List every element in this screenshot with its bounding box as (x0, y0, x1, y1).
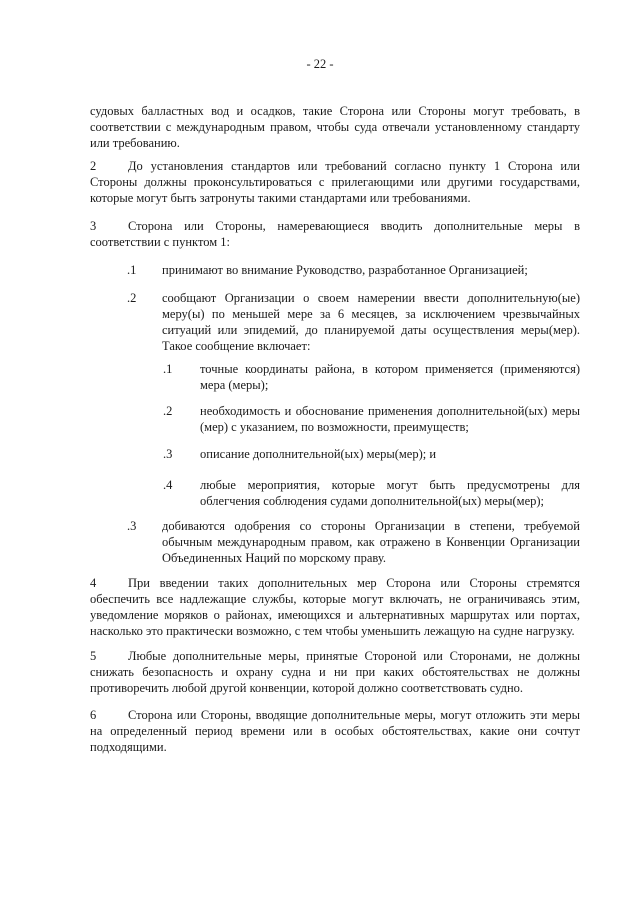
item-3-number: .3 (127, 519, 137, 533)
item-2-text: сообщают Организации о своем намерении ввести дополнительную(ые) меру(ы) по меньшей мере за 6 месяцев, за исключением чрезвычайных ситуаций или эпидемий, до планируемой даты осуществления меры(мер). Такое сообщение включает: (162, 291, 580, 353)
paragraph-6-text: Сторона или Стороны, вводящие дополнительные меры, могут отложить эти меры на определенный период времени или в особых обстоятельствах, какие они сочтут подходящими. (90, 708, 580, 754)
paragraph-6-number: 6 (90, 708, 97, 722)
subitem-3-text: описание дополнительной(ых) меры(мер); и (200, 447, 437, 461)
paragraph-4-number: 4 (90, 576, 97, 590)
item-1-text: принимают во внимание Руководство, разработанное Организацией; (162, 263, 528, 277)
subitem-2-number: .2 (163, 404, 173, 418)
paragraph-3-text: Сторона или Стороны, намеревающиеся вводить дополнительные меры в соответствии с пунктом 1: (90, 219, 580, 249)
paragraph-2-number: 2 (90, 159, 97, 173)
item-2-number: .2 (127, 291, 137, 305)
subitem-4-number: .4 (163, 478, 173, 492)
subitem-4-text: любые мероприятия, которые могут быть предусмотрены для облегчения соблюдения судами дополнительной(ых) меры(мер); (200, 478, 580, 508)
subitem-3-number: .3 (163, 447, 173, 461)
subitem-2-text: необходимость и обоснование применения дополнительной(ых) меры (мер) с указанием, по возможности, преимуществ; (200, 404, 580, 434)
intro-paragraph: судовых балластных вод и осадков, такие Сторона или Стороны могут требовать, в соответствии с международным правом, чтобы суда отвечали установленному стандарту или требованию. (90, 104, 580, 150)
paragraph-5-text: Любые дополнительные меры, принятые Стороной или Сторонами, не должны снижать безопасность и охрану судна и ни при каких обстоятельствах не должны противоречить любой другой конвенции, которой должно соответствовать судно. (90, 649, 580, 695)
paragraph-5-number: 5 (90, 649, 97, 663)
item-3-text: добиваются одобрения со стороны Организации в степени, требуемой обычным международным правом, как отражено в Конвенции Организации Объединенных Наций по морскому праву. (162, 519, 580, 565)
subitem-1-text: точные координаты района, в котором применяется (применяются) мера (меры); (200, 362, 580, 392)
page-number: - 22 - (306, 57, 334, 71)
paragraph-3-number: 3 (90, 219, 97, 233)
paragraph-2-text: До установления стандартов или требований согласно пункту 1 Сторона или Стороны должны проконсультироваться с прилегающими или другими государствами, которые могут быть затронуты такими стандартами или требованиями. (90, 159, 580, 205)
item-1-number: .1 (127, 263, 137, 277)
paragraph-4-text: При введении таких дополнительных мер Сторона или Стороны стремятся обеспечить все надлежащие службы, которые могут включать, не ограничиваясь этим, уведомление моряков о районах, имеющихся и альтернативных маршрутах или портах, насколько это практически возможно, с тем чтобы уменьшить лежащую на судне нагрузку. (90, 576, 580, 638)
subitem-1-number: .1 (163, 362, 173, 376)
